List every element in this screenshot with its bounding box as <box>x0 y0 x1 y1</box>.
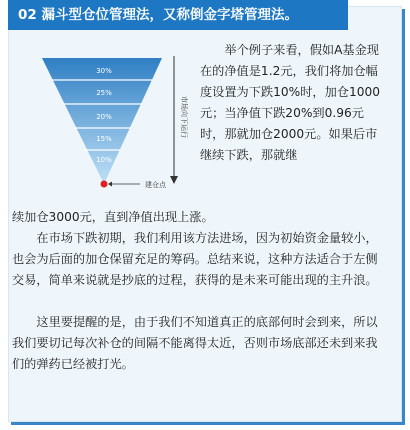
paragraph-strategy: 在市场下跌初期，我们利用该方法进场，因为初始资金量较小，也会为后面的加仓保留充足的筹码。总结来说，这种方法适合于左侧交易，简单来说就是抄底的过程，获得的是未来可能出现的主升浪。 <box>12 231 378 287</box>
level-label: 25% <box>96 89 112 97</box>
arrow-head-icon <box>170 176 178 184</box>
entry-point-label: 建仓点 <box>145 181 166 189</box>
paragraph-example: 举个例子来看，假如A基金现在的净值是1.2元，我们将加仓幅度设置为下跌10%时，加仓1000元；当净值下跌20%到0.96元时，那就加仓2000元。如果后市继续下跌，那就继 <box>200 43 380 162</box>
paragraph-example-continued: 续加仓3000元，直到净值出现上涨。 <box>12 210 214 224</box>
level-label: 30% <box>96 67 112 75</box>
paragraph-warning: 这里要提醒的是，由于我们不知道真正的底部何时会到来，所以我们要切记每次补仓的间隔不能离得太近，否则市场底部还未到来我们的弹药已经被打光。 <box>12 315 378 371</box>
section-title: 02 漏斗型仓位管理法，又称倒金字塔管理法。 <box>8 0 348 30</box>
level-label: 15% <box>96 135 112 143</box>
level-label: 20% <box>96 113 112 121</box>
pointer-arrow-head-icon <box>108 182 112 187</box>
trend-label: 市场向下运行 <box>180 96 188 138</box>
entry-point-marker <box>101 181 108 188</box>
level-label: 10% <box>96 156 112 164</box>
funnel-shape <box>42 58 162 184</box>
funnel-diagram <box>12 38 198 196</box>
